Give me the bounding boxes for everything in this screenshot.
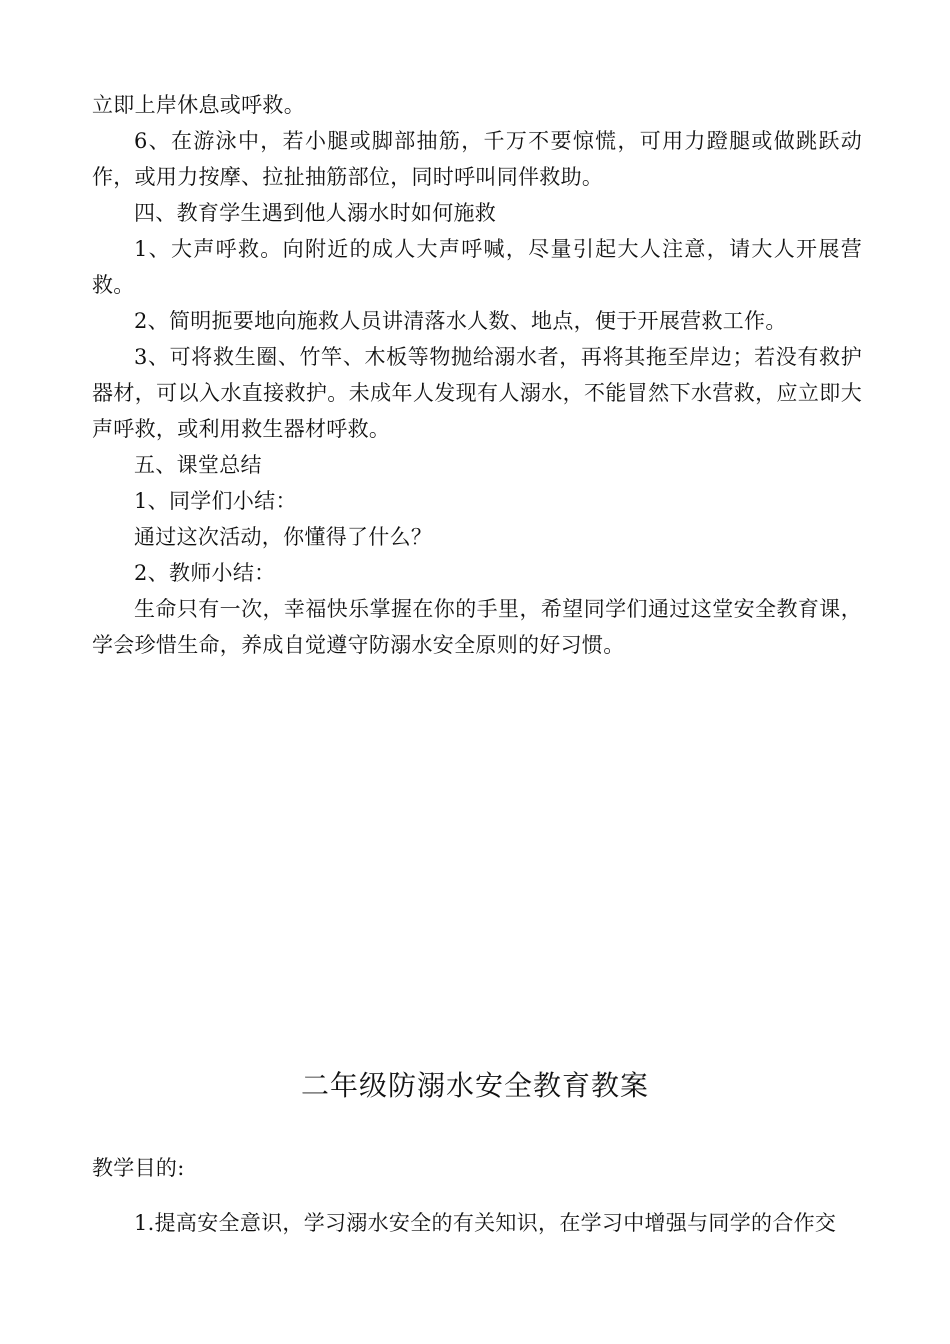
paragraph-student-question: 通过这次活动，你懂得了什么？ xyxy=(134,525,433,549)
heading-student-summary: 1、同学们小结： xyxy=(134,489,297,513)
paragraph-throw-aids: 3、可将救生圈、竹竿、木板等物抛给溺水者，再将其拖至岸边；若没有救护器材，可以入水直接救护。未成年人发现有人溺水，不能冒然下水营救，应立即大声呼救，或利用救生器材呼救。 xyxy=(92,345,862,441)
heading-rescue-others: 四、教育学生遇到他人溺水时如何施救 xyxy=(134,201,497,225)
heading-class-summary: 五、课堂总结 xyxy=(134,453,262,477)
paragraph-cramp-advice: 6、在游泳中，若小腿或脚部抽筋，千万不要惊慌，可用力蹬腿或做跳跃动作，或用力按摩、拉扯抽筋部位，同时呼叫同伴救助。 xyxy=(92,129,862,189)
paragraph-shout-for-help: 1、大声呼救。向附近的成人大声呼喊，尽量引起大人注意，请大人开展营救。 xyxy=(92,237,862,297)
paragraph-continuation: 立即上岸休息或呼救。 xyxy=(92,93,305,117)
teaching-goals-heading-block xyxy=(92,1150,862,1186)
heading-teacher-summary: 2、教师小结： xyxy=(134,561,276,585)
teaching-goals-heading: 教学目的: xyxy=(92,1156,185,1180)
paragraph-report-details: 2、简明扼要地向施救人员讲清落水人数、地点，便于开展营救工作。 xyxy=(134,309,787,333)
teaching-goals-block xyxy=(92,1205,862,1241)
teaching-goal-item: 1.提高安全意识，学习溺水安全的有关知识，在学习中增强与同学的合作交 xyxy=(134,1211,837,1235)
paragraph-teacher-summary: 生命只有一次，幸福快乐掌握在你的手里，希望同学们通过这堂安全教育课，学会珍惜生命，养成自觉遵守防溺水安全原则的好习惯。 xyxy=(92,597,862,657)
lesson-continuation xyxy=(92,87,862,663)
lesson-plan-title: 二年级防溺水安全教育教案 xyxy=(300,1069,649,1102)
